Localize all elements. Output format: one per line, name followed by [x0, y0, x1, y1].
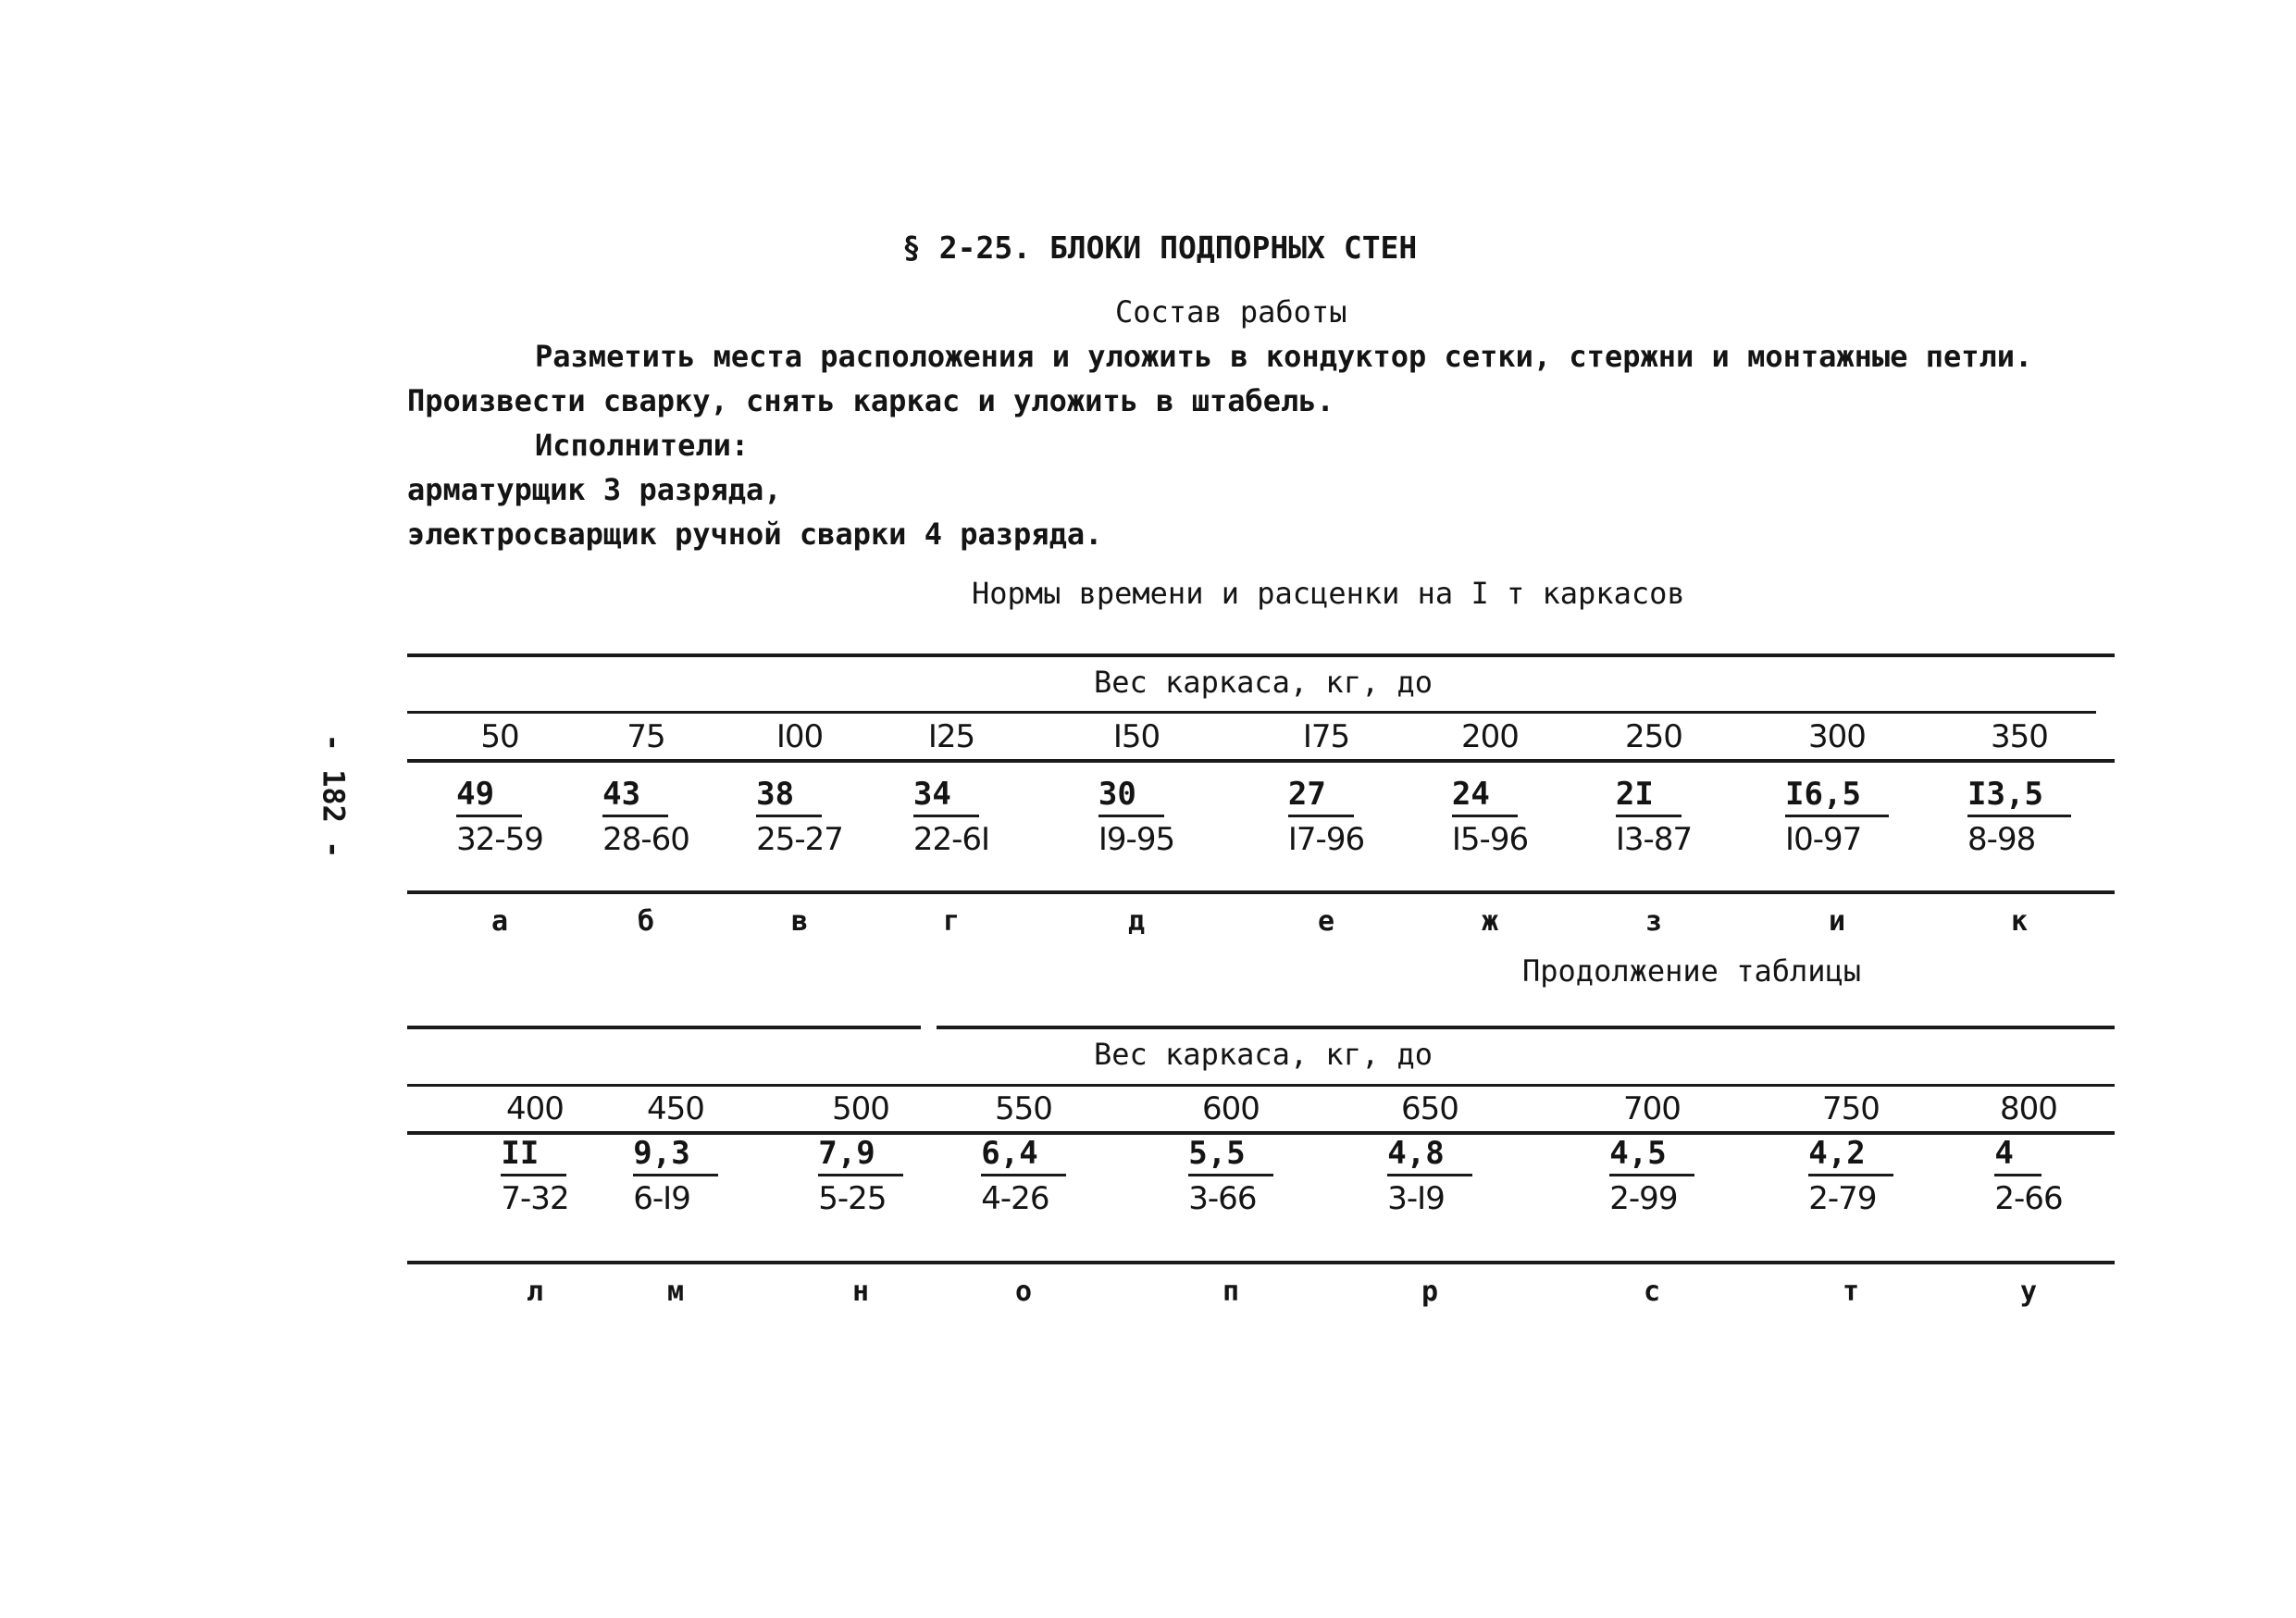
time-norm: I3,5: [1967, 776, 2071, 817]
price-rate: 2-66: [1994, 1180, 2063, 1217]
column-letter: с: [1643, 1276, 1661, 1308]
price-rate: I3-87: [1615, 821, 1693, 858]
time-norm: 27: [1288, 776, 1354, 817]
time-norm: 24: [1452, 776, 1518, 817]
price-rate: 2-79: [1808, 1180, 1877, 1217]
norm-rate-cell: [1758, 1135, 1943, 1217]
work-paragraph-line-1: Разметить места расположения и уложить в кондуктор сетки, стержни и монтажные петли.: [535, 339, 2033, 374]
norm-rate-cell: [931, 1135, 1116, 1217]
price-rate: I7-96: [1287, 821, 1365, 858]
column-letter: и: [1828, 905, 1846, 938]
norm-rate-cell: [583, 1135, 768, 1217]
column-letter: в: [790, 905, 809, 938]
time-norm: 6,4: [981, 1135, 1065, 1176]
time-norm: 4: [1994, 1135, 2041, 1176]
column-letter: р: [1421, 1276, 1439, 1308]
time-norm: 5,5: [1188, 1135, 1272, 1176]
norm-rate-cell: [1397, 776, 1582, 858]
norm-rate-cell: [1138, 1135, 1323, 1217]
price-rate: 8-98: [1967, 821, 2036, 858]
table2-bottom-rule: [407, 1261, 2115, 1264]
column-letter: м: [666, 1276, 685, 1308]
continuation-label: Продолжение таблицы: [1522, 953, 1862, 989]
column-letter: н: [851, 1276, 870, 1308]
price-rate: 25-27: [756, 821, 843, 858]
column-letter: у: [2019, 1276, 2038, 1308]
time-norm: 34: [913, 776, 979, 817]
table1-header-rule: [407, 711, 2096, 714]
work-composition-heading: Состав работы: [1115, 294, 1347, 330]
weight-cell: 50: [480, 718, 519, 755]
weight-cell: 250: [1625, 718, 1682, 755]
work-paragraph-line-2: Произвести сварку, снять каркас и уложить в штабель.: [407, 383, 1334, 418]
price-rate: 22-6I: [912, 821, 990, 858]
weight-cell: 750: [1822, 1090, 1880, 1127]
price-rate: 7-32: [501, 1180, 569, 1217]
time-norm: 2I: [1616, 776, 1682, 817]
table1-top-rule: [407, 653, 2115, 657]
table1-bottom-rule: [407, 890, 2115, 894]
column-letter: д: [1127, 905, 1146, 938]
time-norm: II: [501, 1135, 566, 1176]
section-title: § 2-25. БЛОКИ ПОДПОРНЫХ СТЕН: [902, 230, 1418, 266]
norm-rate-cell: [1559, 1135, 1744, 1217]
time-norm: 4,5: [1609, 1135, 1694, 1176]
norm-rate-cell: [1234, 776, 1419, 858]
table1-weight-rule: [407, 759, 2115, 763]
column-letter: а: [490, 905, 509, 938]
norm-rate-cell: [1561, 776, 1746, 858]
price-rate: I9-95: [1098, 821, 1175, 858]
time-norm: 49: [456, 776, 522, 817]
page-number: - 182 -: [316, 733, 352, 859]
weight-cell: 450: [647, 1090, 704, 1127]
norm-rate-cell: [1927, 776, 2112, 858]
weight-cell: 700: [1623, 1090, 1681, 1127]
weight-cell: 550: [995, 1090, 1052, 1127]
weight-cell: I75: [1302, 718, 1350, 755]
column-letter: к: [2010, 905, 2029, 938]
table2-weight-header: Вес каркаса, кг, до: [1093, 1037, 1433, 1072]
weight-cell: 350: [1991, 718, 2048, 755]
table2-top-rule-left: [407, 1026, 921, 1029]
price-rate: 4-26: [981, 1180, 1049, 1217]
time-norm: 38: [756, 776, 822, 817]
weight-cell: 200: [1461, 718, 1519, 755]
norm-rate-cell: [1044, 776, 1229, 858]
table2-top-rule-right: [937, 1026, 2115, 1029]
performer-2: электросварщик ручной сварки 4 разряда.: [407, 517, 1103, 552]
time-norm: 30: [1098, 776, 1164, 817]
time-norm: 7,9: [818, 1135, 902, 1176]
column-letter: о: [1014, 1276, 1033, 1308]
weight-cell: 500: [832, 1090, 889, 1127]
time-norm: I6,5: [1785, 776, 1889, 817]
column-letter: г: [942, 905, 961, 938]
time-norm: 4,2: [1808, 1135, 1893, 1176]
time-norm: 43: [602, 776, 668, 817]
weight-cell: 800: [2000, 1090, 2057, 1127]
table1-weight-header: Вес каркаса, кг, до: [1093, 665, 1433, 700]
column-letter: ж: [1481, 905, 1499, 938]
norm-rate-cell: [1936, 1135, 2121, 1217]
weight-cell: 600: [1202, 1090, 1260, 1127]
price-rate: 3-I9: [1387, 1180, 1445, 1217]
weight-cell: 75: [627, 718, 665, 755]
weight-cell: 650: [1401, 1090, 1458, 1127]
column-letter: л: [526, 1276, 544, 1308]
column-letter: з: [1644, 905, 1663, 938]
price-rate: I0-97: [1785, 821, 1862, 858]
price-rate: 32-59: [456, 821, 543, 858]
performer-1: арматурщик 3 разряда,: [407, 472, 782, 507]
price-rate: 6-I9: [633, 1180, 690, 1217]
weight-cell: I00: [776, 718, 824, 755]
weight-cell: I50: [1112, 718, 1160, 755]
norm-rate-cell: [1337, 1135, 1522, 1217]
price-rate: I5-96: [1451, 821, 1529, 858]
price-rate: 5-25: [818, 1180, 887, 1217]
table-caption: Нормы времени и расценки на I т каркасов: [972, 576, 1685, 611]
column-letter: п: [1222, 1276, 1240, 1308]
column-letter: т: [1842, 1276, 1860, 1308]
time-norm: 4,8: [1387, 1135, 1471, 1176]
price-rate: 2-99: [1609, 1180, 1678, 1217]
norm-rate-cell: [768, 1135, 953, 1217]
price-rate: 28-60: [602, 821, 689, 858]
weight-cell: 400: [506, 1090, 564, 1127]
table2-header-rule: [407, 1084, 2115, 1087]
price-rate: 3-66: [1188, 1180, 1257, 1217]
weight-cell: 300: [1808, 718, 1866, 755]
column-letter: е: [1317, 905, 1335, 938]
performers-label: Исполнители:: [535, 428, 750, 463]
norm-rate-cell: [1744, 776, 1930, 858]
time-norm: 9,3: [633, 1135, 717, 1176]
weight-cell: I25: [927, 718, 975, 755]
norm-rate-cell: [859, 776, 1044, 858]
column-letter: б: [637, 905, 655, 938]
